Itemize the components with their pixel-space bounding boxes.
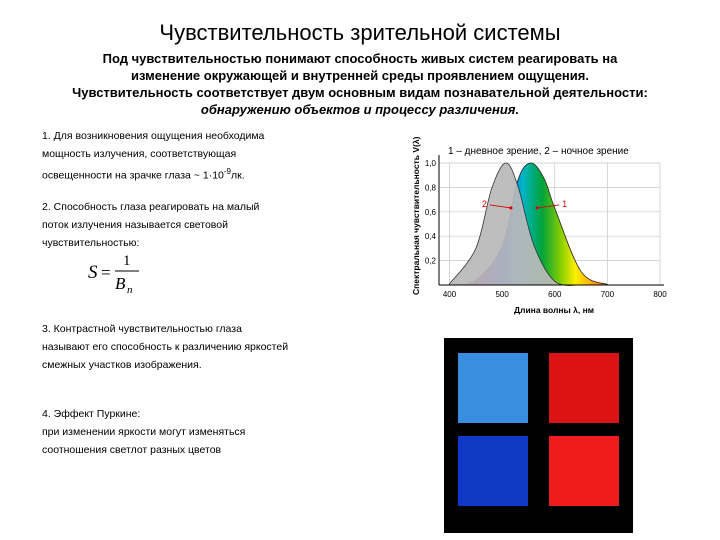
item-4 — [42, 405, 342, 459]
item-2-line-3: чувствительностью: — [42, 237, 140, 249]
item-1-text: освещенности на зрачке глаза ~ 1·10 — [42, 169, 224, 182]
formula-subscript: n — [127, 284, 133, 295]
square-light-blue — [458, 353, 528, 423]
item-1 — [42, 127, 342, 185]
intro-line-1: Под чувствительностью понимают способность живых систем реагировать на — [102, 51, 618, 66]
formula-equals: = — [101, 263, 111, 282]
item-1-line-2: мощность излучения, соответствующая — [42, 148, 237, 160]
item-2 — [42, 198, 342, 252]
intro-line-3: Чувствительность соответствует двум основным видам познавательной деятельности: — [72, 85, 648, 100]
item-3-line-3: смежных участков изображения. — [42, 359, 202, 371]
chart-x-tick-label: 500 — [495, 290, 509, 299]
chart-x-axis-label: Длина волны λ, нм — [514, 305, 595, 315]
item-1-line-1: 1. Для возникновения ощущения необходима — [42, 130, 265, 142]
formula-lhs: S — [88, 262, 98, 283]
chart-annotation-label-day: 1 — [562, 198, 568, 209]
chart-y-tick-label: 1,0 — [424, 159, 436, 168]
item-3-line-2: называют его способность к различению яркостей — [42, 341, 289, 353]
chart-annotation-label-night: 2 — [481, 198, 487, 209]
formula-numerator: 1 — [123, 253, 131, 269]
item-4-line-3: соотношения светлот разных цветов — [42, 444, 222, 456]
chart-y-axis-label: Спектральная чувствительность V(λ) — [411, 136, 421, 295]
item-3 — [42, 320, 342, 374]
chart-annotation-dot-day — [535, 206, 538, 209]
square-dark-blue — [458, 436, 528, 506]
square-red-bottom — [549, 436, 619, 506]
intro-line-2: изменение окружающей и внутренней среды проявлением ощущения. — [131, 68, 589, 83]
purkinje-color-squares — [444, 338, 633, 533]
chart-y-tick-label: 0,4 — [424, 232, 436, 242]
chart-y-tick-label: 0,8 — [424, 183, 436, 193]
chart-y-tick-label: 0,2 — [424, 256, 436, 266]
sensitivity-formula — [86, 250, 156, 295]
item-3-line-1: 3. Контрастной чувствительностью глаза — [42, 323, 242, 335]
chart-x-tick-label: 700 — [600, 290, 615, 299]
item-1-exponent: -9 — [223, 167, 231, 176]
item-1-line-3 — [42, 163, 342, 185]
square-red-top — [549, 353, 619, 423]
item-1-unit: лк. — [231, 169, 245, 182]
intro-line-4: обнаружению объектов и процессу различения. — [200, 102, 520, 117]
chart-x-tick-label: 600 — [548, 290, 562, 299]
spectral-sensitivity-chart — [408, 135, 680, 320]
item-2-line-2: поток излучения называется световой — [42, 219, 228, 231]
page-title: Чувствительность зрительной системы — [159, 20, 561, 45]
item-4-line-1: 4. Эффект Пуркине: — [42, 408, 141, 420]
intro-text — [30, 50, 690, 118]
formula-denominator: B — [115, 274, 126, 293]
chart-annotation-dot-night — [509, 206, 512, 209]
item-4-line-2: при изменении яркости могут изменяться — [42, 426, 246, 438]
chart-legend-text: 1 – дневное зрение, 2 – ночное зрение — [448, 146, 629, 157]
chart-y-tick-label: 0,6 — [424, 207, 436, 217]
item-2-line-1: 2. Способность глаза реагировать на малый — [42, 201, 260, 213]
chart-x-tick-label: 800 — [653, 290, 667, 299]
chart-x-tick-label: 400 — [442, 290, 457, 299]
